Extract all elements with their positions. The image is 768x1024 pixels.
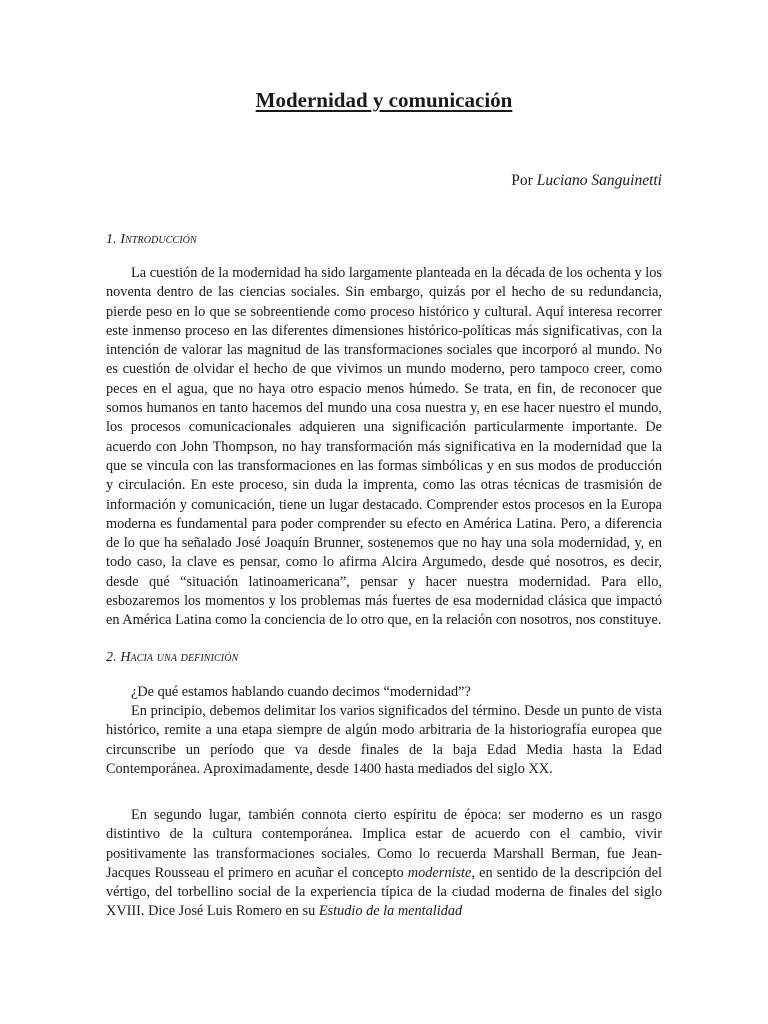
paragraph-definicion-1: En principio, debemos delimitar los varios significados del término. Desde un punto de vista histórico, remite a una etapa siempre de algún modo arbitraria de la historiografía europea que circunscribe un período que va desde finales de la baja Edad Media hasta la Edad Contemporánea. Aproximadamente, desde 1400 hasta mediados del siglo XX. xyxy=(106,703,662,777)
section-number: 1. xyxy=(106,232,121,247)
paragraph-text: En segundo lugar, también connota cierto espíritu de época: ser moderno es un rasgo distintivo de la cultura contemporánea. Implica estar de acuerdo con el cambio, vivir positivamente las transformaciones sociales. Como lo recuerda Marshall Berman, fue Jean-Jacques Rousseau el primero en acuñar el concepto xyxy=(106,807,662,881)
italic-title: Estudio de la mentalidad xyxy=(318,903,463,920)
section-heading-introduccion xyxy=(106,232,197,248)
paragraph-introduccion: La cuestión de la modernidad ha sido largamente planteada en la década de los ochenta y los noventa dentro de las ciencias sociales. Sin embargo, quizás por el hecho de su redundancia, pierde peso en lo que se sobreentiende como proceso histórico y cultural. Aquí interesa recorrer este inmenso proceso en las diferentes dimensiones histórico-políticas más significativas, con la intención de valorar las magnitud de las transformaciones sociales que incorporó al mundo. No es cuestión de olvidar el hecho de que vivimos un mundo moderno, pero tampoco creer, como peces en el agua, que no haya otro espacio menos húmedo. Se trata, en fin, de reconocer que somos humanos en tanto hacemos del mundo una cosa nuestra y, en ese hacer nuestro el mundo, los procesos comunicacionales adquieren una significación particularmente importante. De acuerdo con John Thompson, no hay transformación más significativa en la modernidad que la que se vincula con las transformaciones en las formas simbólicas y en sus modos de producción y circulación. En este proceso, sin duda la imprenta, como las otras técnicas de trasmisión de información y comunicación, tiene un lugar destacado. Comprender estos procesos en la Europa moderna es fundamental para poder comprender su efecto en América Latina. Pero, a diferencia de lo que ha señalado José Joaquín Brunner, sostenemos que no hay una sola modernidad, y, en todo caso, la clave es pensar, como lo afirma Alcira Argumedo, desde qué nosotros, es decir, desde qué “situación latinoamericana”, pensar y hacer nuestra modernidad. Para ello, esbozaremos los momentos y los problemas más fuertes de esa modernidad clásica que impactó en América Latina como la conciencia de lo otro que, en la relación con nosotros, nos constituye. xyxy=(106,265,662,629)
byline-prefix: Por xyxy=(511,172,537,189)
italic-term: moderniste xyxy=(407,864,472,881)
question-line: ¿De qué estamos hablando cuando decimos “modernidad”? xyxy=(131,684,471,700)
section-title: Hacia una definición xyxy=(120,650,239,665)
section-heading-definicion xyxy=(106,650,238,666)
paragraph-text: , en sentido de la descripción del vértigo, del torbellino social de la experiencia típica de la ciudad moderna de finales del siglo XVIII. Dice José Luis Romero en su xyxy=(106,864,662,920)
byline xyxy=(511,172,662,190)
author-name: Luciano Sanguinetti xyxy=(536,172,662,189)
section-number: 2. xyxy=(106,650,121,665)
paragraph-definicion-2 xyxy=(106,806,662,922)
document-title: Modernidad y comunicación xyxy=(255,88,513,112)
section-title: Introducción xyxy=(120,232,197,247)
